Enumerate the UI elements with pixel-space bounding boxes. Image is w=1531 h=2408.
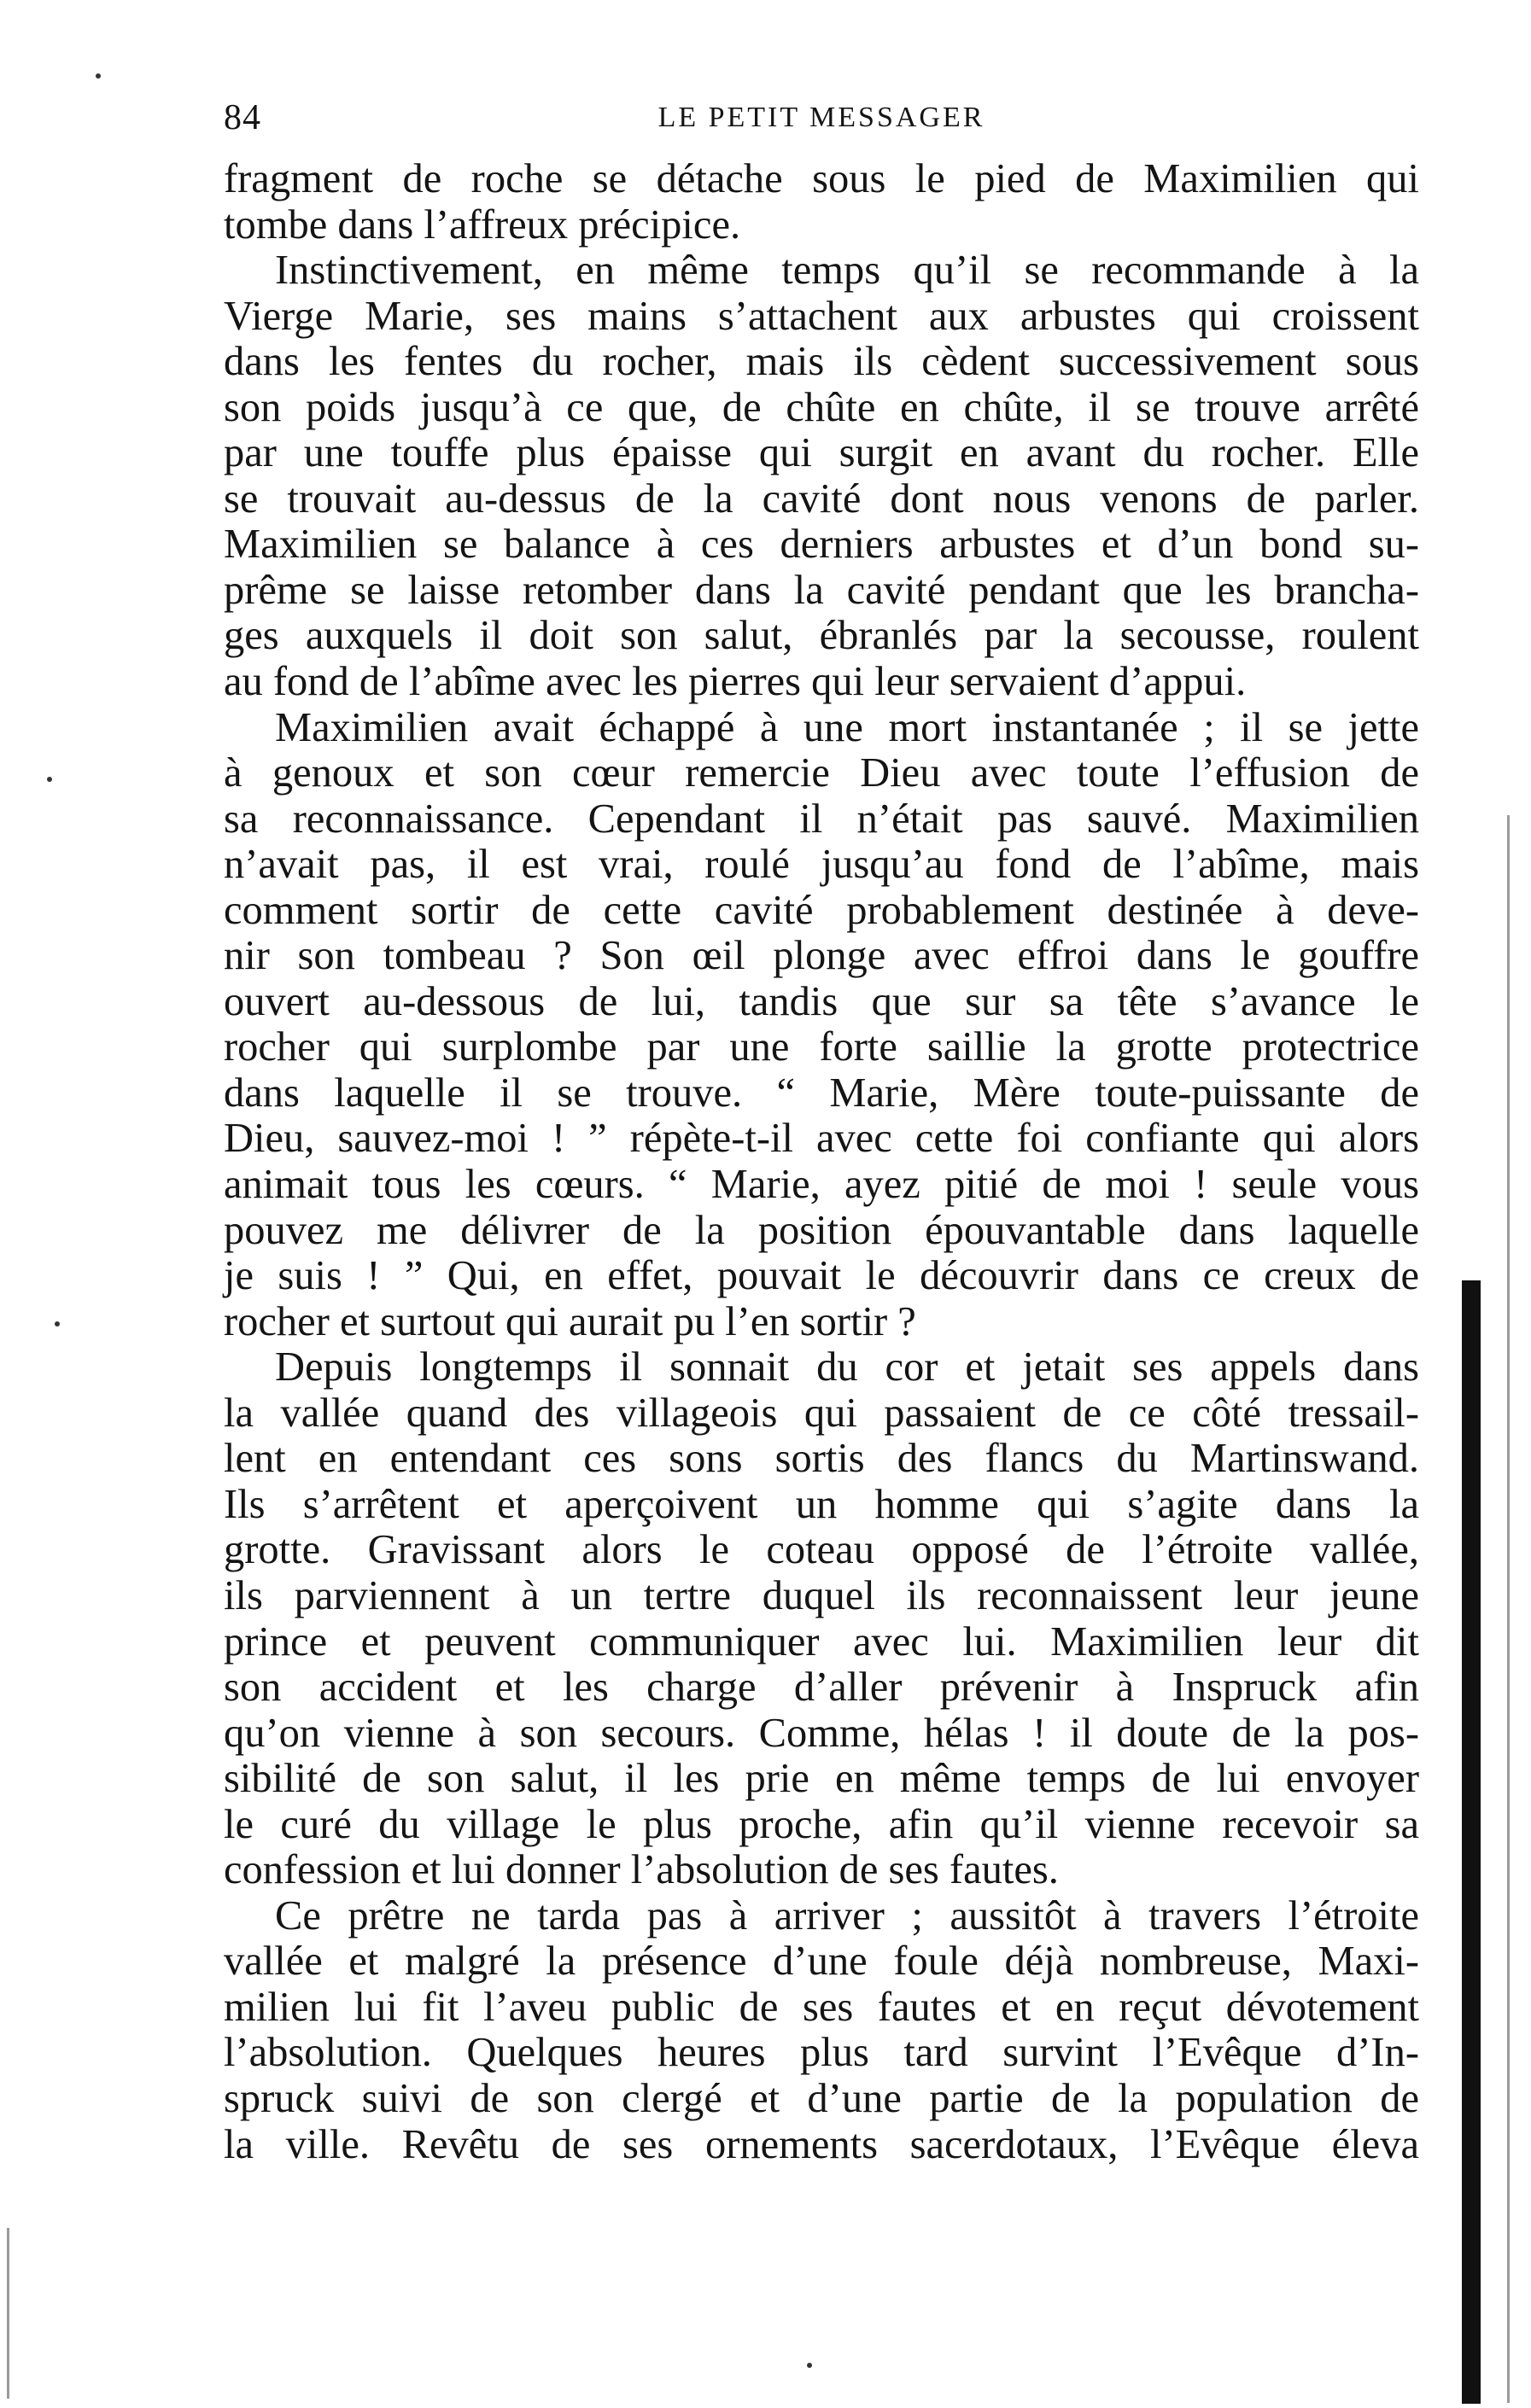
- text-line: n’avait pas, il est vrai, roulé jusqu’au fond de l’abîme, mais: [224, 842, 1419, 888]
- text-line: son accident et les charge d’aller prévenir à Inspruck afin: [224, 1665, 1419, 1711]
- text-line: tombe dans l’affreux précipice.: [224, 201, 741, 248]
- text-line: Ce prêtre ne tarda pas à arriver ; aussitôt à travers l’étroite: [275, 1892, 1419, 1939]
- text-line: au fond de l’abîme avec les pierres qui leur servaient d’appui.: [224, 659, 1247, 705]
- text-line: par une touffe plus épaisse qui surgit en avant du rocher. Elle: [224, 430, 1419, 476]
- page-header: [224, 92, 1419, 143]
- text-line: spruck suivi de son clergé et d’une partie de la population de: [224, 2075, 1419, 2121]
- text-line: vallée et malgré la présence d’une foule déjà nombreuse, Maxi-: [224, 1939, 1419, 1985]
- text-line: grotte. Gravissant alors le coteau opposé de l’étroite vallée,: [224, 1527, 1419, 1573]
- text-line: rocher qui surplombe par une forte saillie la grotte protectrice: [224, 1024, 1419, 1070]
- scan-speck: [47, 777, 52, 782]
- text-line: qu’on vienne à son secours. Comme, hélas ! il doute de la pos-: [224, 1710, 1419, 1756]
- margin-mark: [7, 2228, 9, 2399]
- text-line: prême se laisse retomber dans la cavité pendant que les brancha-: [224, 567, 1419, 613]
- text-line: sa reconnaissance. Cependant il n’était pas sauvé. Maximilien: [224, 796, 1419, 842]
- text-line: Depuis longtemps il sonnait du cor et jetait ses appels dans: [275, 1344, 1419, 1391]
- text-line: pouvez me délivrer de la position épouvantable dans laquelle: [224, 1207, 1419, 1253]
- text-line: le curé du village le plus proche, afin qu’il vienne recevoir sa: [224, 1801, 1419, 1847]
- text-line: l’absolution. Quelques heures plus tard survint l’Evêque d’In-: [224, 2030, 1419, 2076]
- text-line: milien lui fit l’aveu public de ses fautes et en reçut dévotement: [224, 1984, 1419, 2030]
- text-line: son poids jusqu’à ce que, de chûte en chûte, il se trouve arrêté: [224, 384, 1419, 430]
- scan-speck: [55, 1321, 60, 1326]
- text-line: Instinctivement, en même temps qu’il se recommande à la: [275, 248, 1419, 294]
- text-line: sibilité de son salut, il les prie en même temps de lui envoyer: [224, 1756, 1419, 1802]
- text-line: la vallée quand des villageois qui passaient de ce côté tressail-: [224, 1390, 1419, 1436]
- text-line: fragment de roche se détache sous le pied de Maximilien qui: [224, 156, 1419, 201]
- text-line: je suis ! ” Qui, en effet, pouvait le découvrir dans ce creux de: [224, 1253, 1419, 1299]
- text-line: se trouvait au-dessus de la cavité dont nous venons de parler.: [224, 475, 1419, 522]
- text-line: dans les fentes du rocher, mais ils cèdent successivement sous: [224, 339, 1419, 385]
- text-line: Maximilien avait échappé à une mort instantanée ; il se jette: [275, 704, 1419, 750]
- gutter-shadow-bar: [1462, 1280, 1481, 2404]
- text-line: Vierge Marie, ses mains s’attachent aux arbustes qui croissent: [224, 293, 1419, 339]
- text-line: nir son tombeau ? Son œil plonge avec effroi dans le gouffre: [224, 933, 1419, 979]
- text-line: lent en entendant ces sons sortis des flancs du Martinswand.: [224, 1436, 1419, 1482]
- text-line: prince et peuvent communiquer avec lui. Maximilien leur dit: [224, 1618, 1419, 1665]
- text-line: dans laquelle il se trouve. “ Marie, Mère toute-puissante de: [224, 1070, 1419, 1116]
- text-line: Ils s’arrêtent et aperçoivent un homme qui s’agite dans la: [224, 1481, 1419, 1527]
- text-line: animait tous les cœurs. “ Marie, ayez pitié de moi ! seule vous: [224, 1162, 1419, 1208]
- text-line: ouvert au-dessous de lui, tandis que sur sa tête s’avance le: [224, 978, 1419, 1024]
- body-text: [224, 156, 1419, 2167]
- text-line: ils parviennent à un tertre duquel ils reconnaissent leur jeune: [224, 1572, 1419, 1618]
- text-line: Dieu, sauvez-moi ! ” répète-t-il avec cette foi confiante qui alors: [224, 1116, 1419, 1162]
- text-line: à genoux et son cœur remercie Dieu avec toute l’effusion de: [224, 750, 1419, 796]
- text-line: rocher et surtout qui aurait pu l’en sortir ?: [224, 1298, 916, 1344]
- gutter-shadow-line: [1507, 815, 1510, 2403]
- text-line: comment sortir de cette cavité probablement destinée à deve-: [224, 887, 1419, 933]
- text-line: la ville. Revêtu de ses ornements sacerdotaux, l’Evêque éleva: [224, 2121, 1419, 2167]
- text-line: ges auxquels il doit son salut, ébranlés par la secousse, roulent: [224, 613, 1419, 659]
- scan-speck: [807, 2363, 812, 2368]
- text-line: Maximilien se balance à ces derniers arbustes et d’un bond su-: [224, 522, 1419, 568]
- scan-speck: [96, 73, 101, 79]
- text-line: confession et lui donner l’absolution de ses fautes.: [224, 1847, 1059, 1893]
- page-number: 84: [224, 98, 261, 137]
- running-title: LE PETIT MESSAGER: [657, 102, 985, 133]
